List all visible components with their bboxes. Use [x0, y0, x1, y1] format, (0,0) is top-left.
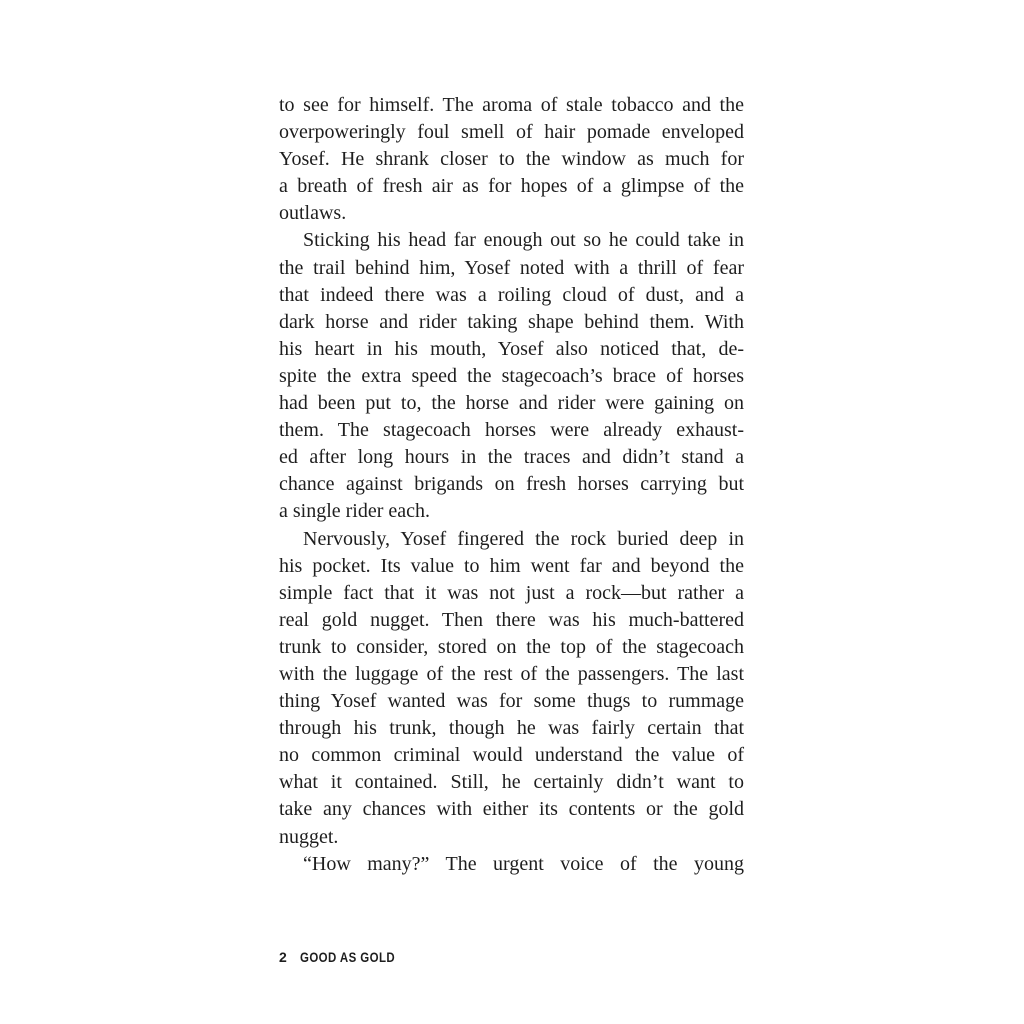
text-line: outlaws.: [279, 202, 347, 225]
text-line: his pocket. Its value to him went far and beyond the: [279, 554, 744, 577]
body-text: [279, 92, 744, 878]
page-footer: [279, 949, 416, 971]
text-line: trunk to consider, stored on the top of the stagecoach: [279, 635, 744, 658]
text-line: overpoweringly foul smell of hair pomade enveloped: [279, 121, 744, 144]
text-line: simple fact that it was not just a rock—but rather a: [279, 581, 744, 604]
text-line: a single rider each.: [279, 500, 431, 523]
text-line: thing Yosef wanted was for some thugs to rummage: [279, 690, 744, 713]
page-number: 2: [279, 949, 287, 965]
text-line: Yosef. He shrank closer to the window as much for: [279, 148, 744, 171]
text-line: had been put to, the horse and rider were gaining on: [279, 392, 744, 415]
text-line: the trail behind him, Yosef noted with a thrill of fear: [279, 256, 744, 279]
text-line: Nervously, Yosef fingered the rock buried deep in: [303, 527, 744, 550]
text-line: real gold nugget. Then there was his much-battered: [279, 608, 744, 631]
text-line: no common criminal would understand the value of: [279, 744, 744, 767]
text-line: them. The stagecoach horses were already exhaust-: [279, 419, 744, 442]
text-line: take any chances with either its contents or the gold: [279, 798, 744, 821]
text-line: with the luggage of the rest of the passengers. The last: [279, 662, 744, 685]
text-line: that indeed there was a roiling cloud of dust, and a: [279, 283, 744, 306]
text-line: nugget.: [279, 825, 339, 848]
text-line: ed after long hours in the traces and didn’t stand a: [279, 446, 744, 469]
text-line: “How many?” The urgent voice of the young: [303, 852, 744, 875]
text-line: Sticking his head far enough out so he could take in: [303, 229, 744, 252]
text-line: a breath of fresh air as for hopes of a glimpse of the: [279, 175, 744, 198]
text-line: spite the extra speed the stagecoach’s brace of horses: [279, 364, 744, 387]
text-line: his heart in his mouth, Yosef also noticed that, de-: [279, 337, 744, 360]
text-line: to see for himself. The aroma of stale tobacco and the: [279, 94, 744, 116]
text-line: what it contained. Still, he certainly didn’t want to: [279, 771, 744, 794]
text-line: dark horse and rider taking shape behind them. With: [279, 310, 744, 333]
text-line: chance against brigands on fresh horses carrying but: [279, 473, 744, 496]
running-title: GOOD AS GOLD: [299, 949, 395, 965]
text-line: through his trunk, though he was fairly certain that: [279, 717, 744, 740]
